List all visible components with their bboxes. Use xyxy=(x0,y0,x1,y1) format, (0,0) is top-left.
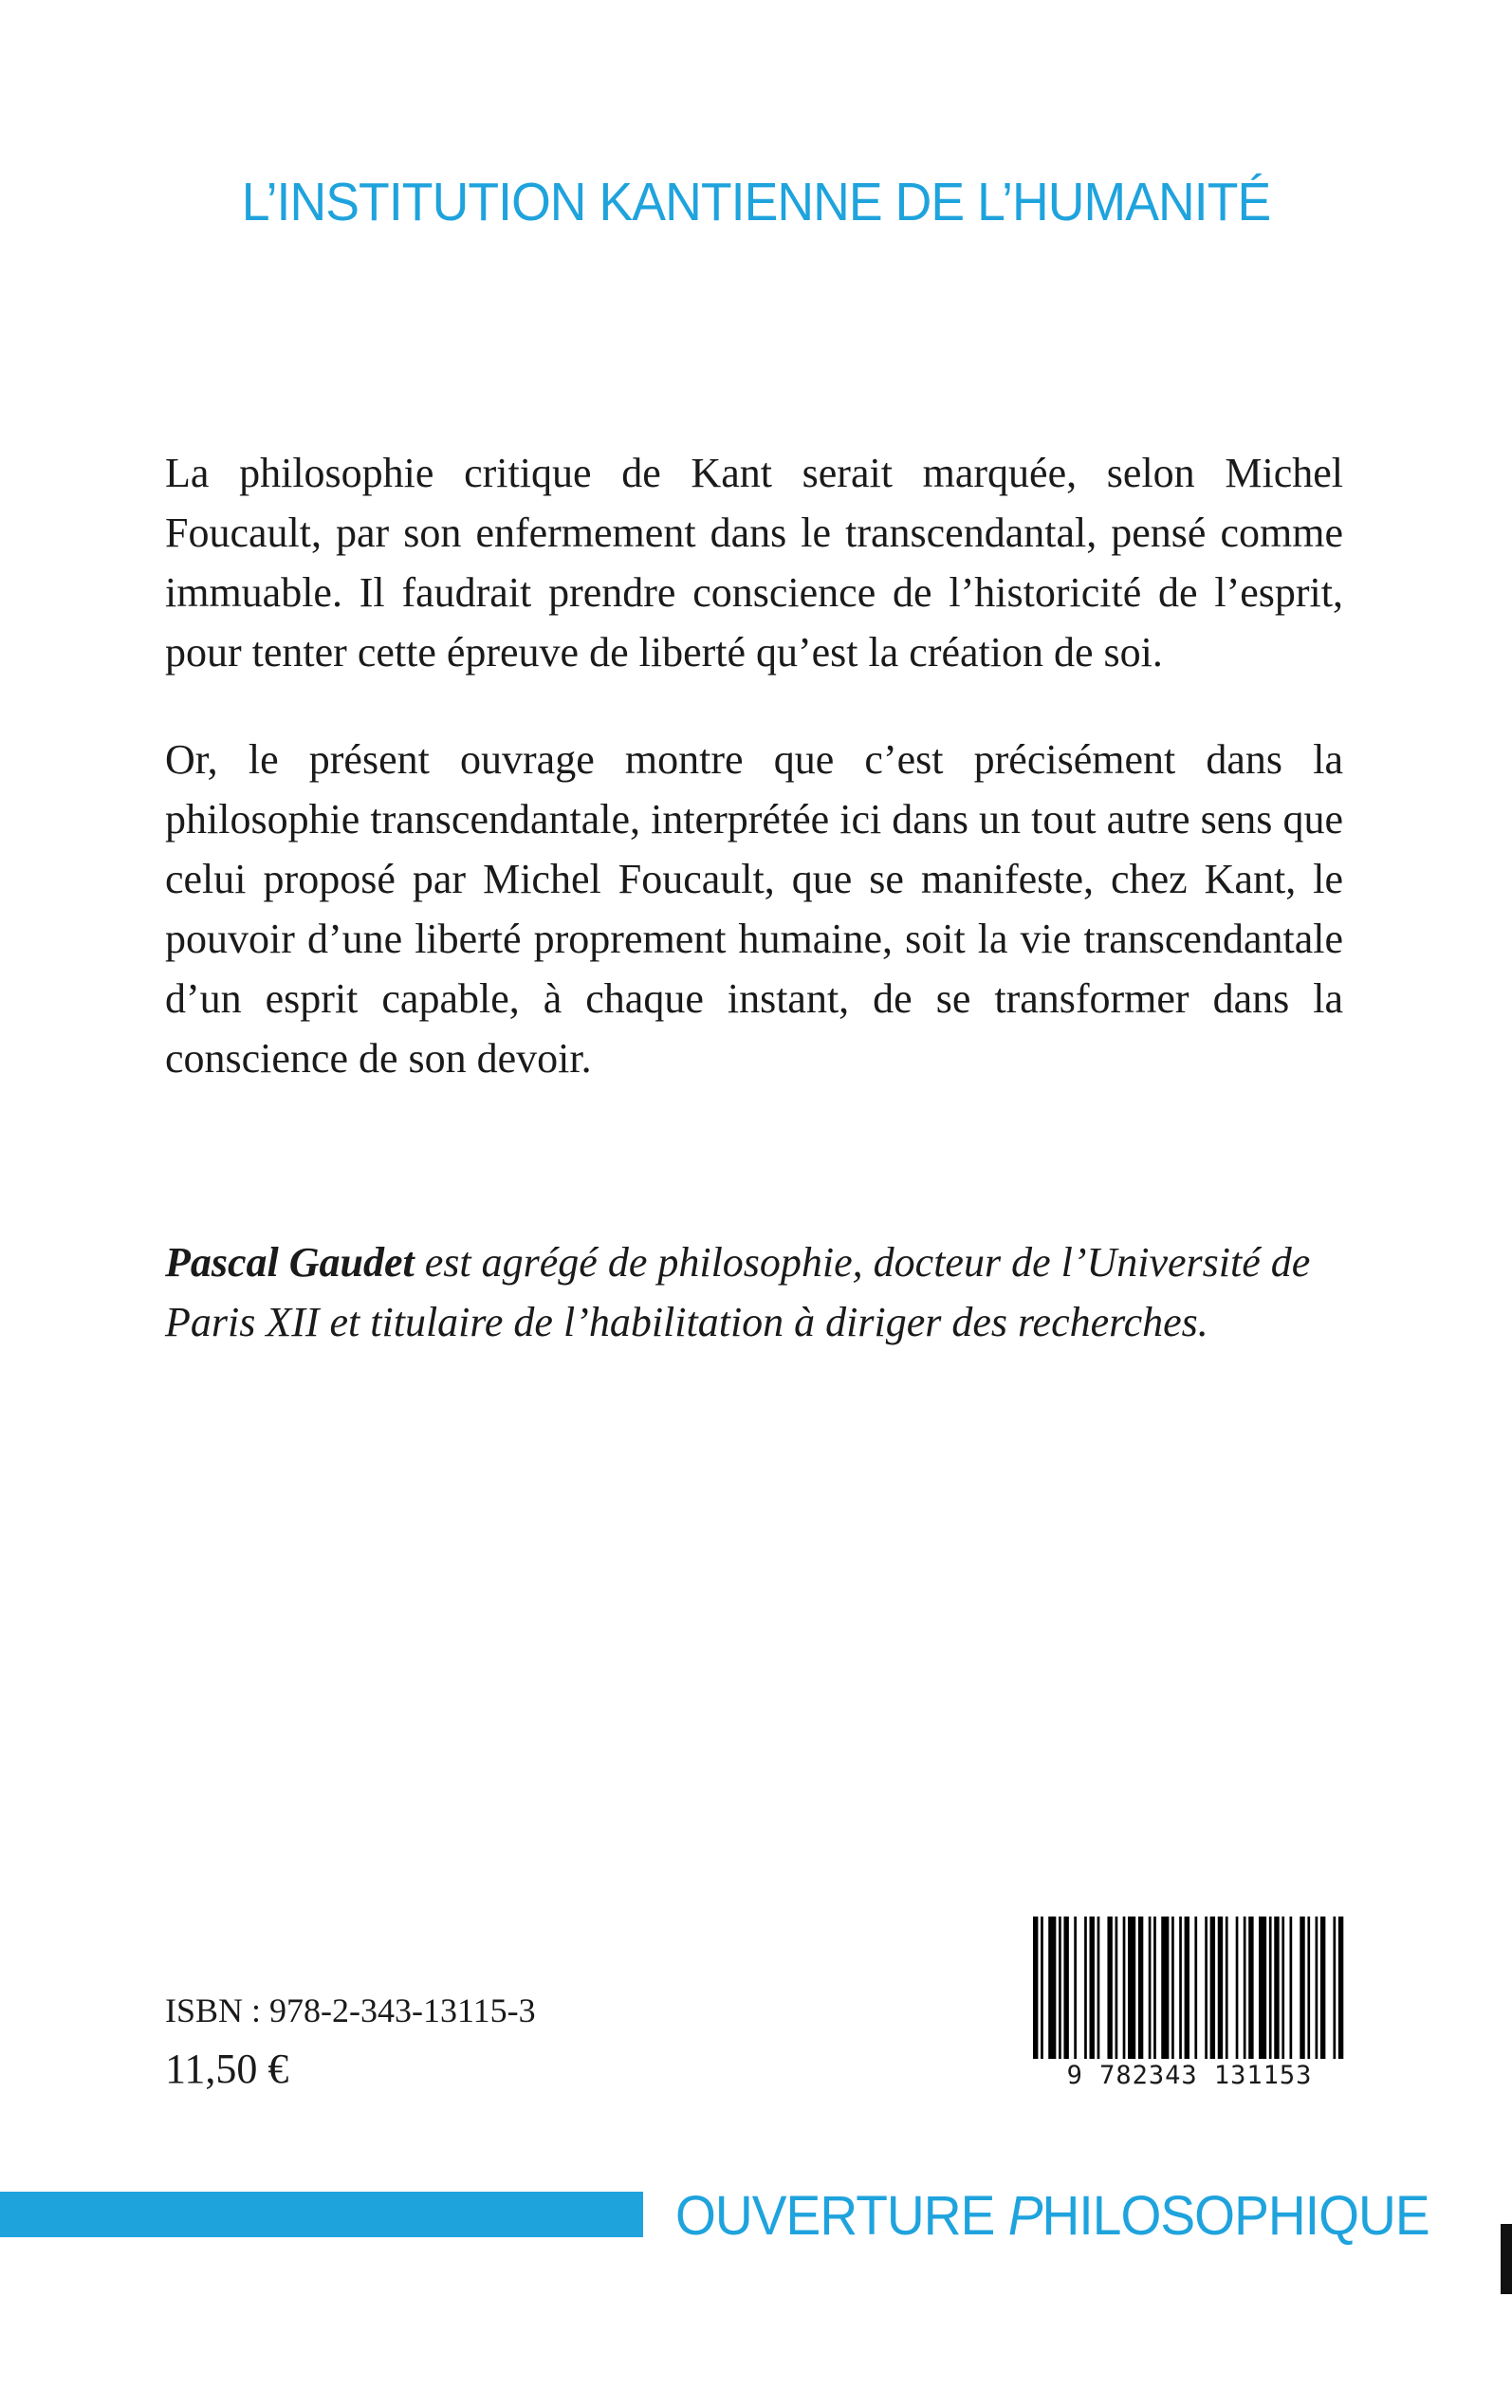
author-bio xyxy=(165,1232,1343,1352)
book-title: L’INSTITUTION KANTIENNE DE L’HUMANITÉ xyxy=(241,172,1271,232)
series-name-part3: HILOSOPHIQUE xyxy=(1042,2185,1429,2247)
author-name: Pascal Gaudet xyxy=(165,1239,415,1286)
series-name-italic-letter: P xyxy=(1007,2185,1042,2247)
summary-paragraph-2: Or, le présent ouvrage montre que c’est précisément dans la philosophie transcendantale, interprétée ici dans un tout autre sens que celui proposé par Michel Foucault, que se manifeste, chez Kant, le pouvoir d’une liberté proprement humaine, soit la vie transcendantale d’un esprit capable, à chaque instant, de se transformer dans la conscience de son devoir. xyxy=(165,736,1343,1082)
barcode-bars xyxy=(1033,1917,1346,2059)
series-name xyxy=(675,2184,1429,2248)
edge-mark xyxy=(1501,2224,1512,2294)
barcode-digits: 9 782343 131153 xyxy=(1066,2061,1313,2090)
barcode xyxy=(1033,1917,1346,2090)
price: 11,50 € xyxy=(165,2046,289,2092)
summary-paragraph-1: La philosophie critique de Kant serait marquée, selon Michel Foucault, par son enfermement dans le transcendantal, pensé comme immuable. Il faudrait prendre conscience de l’historicité de l’esprit, pour tenter cette épreuve de liberté qu’est la création de soi. xyxy=(165,450,1343,676)
author-bio-text: est agrégé de philosophie, docteur de l’Université de Paris XII et titulaire de l’habilitation à diriger des recherches. xyxy=(165,1239,1311,1345)
accent-bar xyxy=(0,2192,643,2237)
series-name-part1: OUVERTURE xyxy=(675,2185,1008,2247)
isbn: ISBN : 978-2-343-13115-3 xyxy=(165,1991,536,2029)
